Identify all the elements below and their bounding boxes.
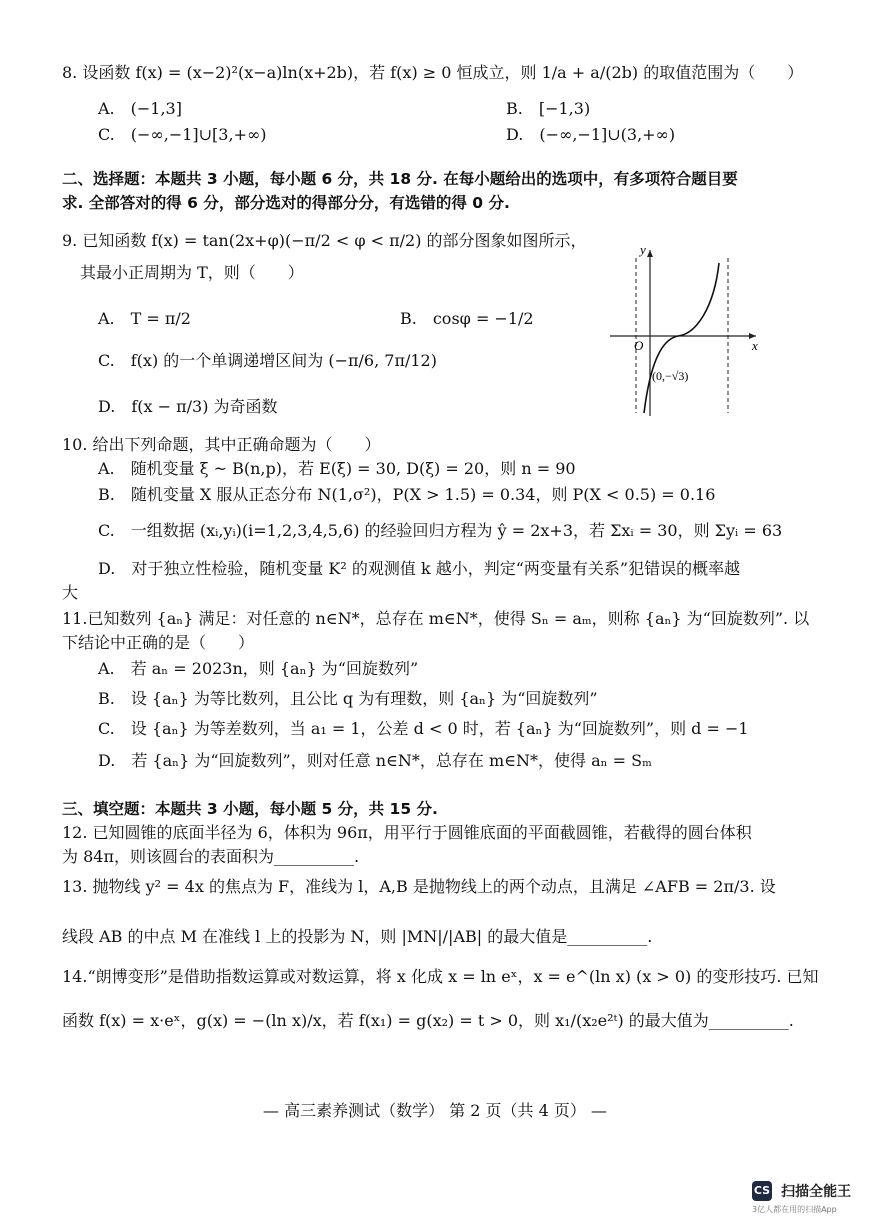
x-axis-label: x (752, 338, 758, 353)
q8-option-b: B. [−1,3) (506, 99, 591, 118)
q8-options-row2 (98, 124, 818, 146)
q14-line1: 14.“朗博变形”是借助指数运算或对数运算，将 x 化成 x = ln eˣ，x = e^(ln x) (x > 0) 的变形技巧. 已知 (62, 967, 819, 986)
scanner-tagline: 3亿人都在用的扫描App (752, 1204, 837, 1214)
q10-option-a: A. 随机变量 ξ ~ B(n,p)，若 E(ξ) = 30, D(ξ) = 20，则 n = 90 (98, 459, 576, 478)
q9-option-a: A. T = π/2 (98, 309, 191, 328)
q9-tan-graph (606, 238, 766, 418)
q10-option-b: B. 随机变量 X 服从正态分布 N(1,σ²)，P(X > 1.5) = 0.34，则 P(X < 0.5) = 0.16 (98, 485, 716, 504)
q9-option-c: C. f(x) 的一个单调递增区间为 (−π/6, 7π/12) (98, 351, 437, 370)
q11-option-a: A. 若 aₙ = 2023n，则 {aₙ} 为“回旋数列” (98, 659, 419, 678)
q9-option-d: D. f(x − π/3) 为奇函数 (98, 397, 278, 416)
q12-line1: 12. 已知圆锥的底面半径为 6，体积为 96π，用平行于圆锥底面的平面截圆锥，若截得的圆台体积 (62, 823, 752, 842)
q13-line1: 13. 抛物线 y² = 4x 的焦点为 F，准线为 l，A,B 是抛物线上的两个动点，且满足 ∠AFB = 2π/3. 设 (62, 877, 776, 896)
section2-heading-line1: 二、选择题：本题共 3 小题，每小题 6 分，共 18 分. 在每小题给出的选项中，有多项符合题目要 (62, 170, 738, 188)
q9-stem-line1: 9. 已知函数 f(x) = tan(2x+φ)(−π/2 < φ < π/2) 的部分图象如图所示， (62, 231, 587, 250)
q8-option-a: A. (−1,3] (98, 99, 182, 118)
q8-option-c: C. (−∞,−1]∪[3,+∞) (98, 125, 267, 144)
q10-option-c: C. 一组数据 (xᵢ,yᵢ)(i=1,2,3,4,5,6) 的经验回归方程为 ŷ = 2x+3，若 Σxᵢ = 30，则 Σyᵢ = 63 (98, 521, 783, 540)
q11-option-d: D. 若 {aₙ} 为“回旋数列”，则对任意 n∈N*，总存在 m∈N*，使得 aₙ = Sₘ (98, 751, 652, 770)
q9-option-b: B. cosφ = −1/2 (400, 309, 534, 328)
y-axis-label: y (640, 242, 646, 257)
page-footer: — 高三素养测试（数学） 第 2 页（共 4 页） — (263, 1101, 607, 1120)
q11-stem-line2: 下结论中正确的是（ ） (62, 633, 255, 652)
section3-heading: 三、填空题：本题共 3 小题，每小题 5 分，共 15 分. (62, 800, 438, 818)
q14-line2: 函数 f(x) = x·eˣ，g(x) = −(ln x)/x，若 f(x₁) = g(x₂) = t > 0，则 x₁/(x₂e²ᵗ) 的最大值为__________. (62, 1011, 794, 1030)
q8-options-row1 (98, 98, 818, 120)
q10-option-d-line2: 大 (62, 583, 79, 602)
q9-stem-line2: 其最小正周期为 T，则（ ） (80, 263, 304, 282)
scanner-app-name: 扫描全能王 (781, 1183, 852, 1200)
q10-stem: 10. 给出下列命题，其中正确命题为（ ） (62, 435, 381, 454)
point-label: (0,−√3) (652, 369, 689, 383)
tan-curve (644, 263, 719, 413)
origin-label: O (634, 338, 644, 353)
section2-heading-line2: 求. 全部答对的得 6 分，部分选对的得部分分，有选错的得 0 分. (62, 194, 510, 212)
camscanner-logo-icon: CS (752, 1181, 772, 1201)
q8-stem: 8. 设函数 f(x) = (x−2)²(x−a)ln(x+2b)，若 f(x) ≥ 0 恒成立，则 1/a + a/(2b) 的取值范围为（ ） (62, 63, 804, 82)
q12-line2: 为 84π，则该圆台的表面积为__________. (62, 847, 360, 866)
scanner-watermark (752, 1180, 851, 1215)
q10-option-d-line1: D. 对于独立性检验，随机变量 K² 的观测值 k 越小，判定“两变量有关系”犯错误的概率越 (98, 559, 741, 578)
q11-option-b: B. 设 {aₙ} 为等比数列，且公比 q 为有理数，则 {aₙ} 为“回旋数列” (98, 689, 598, 708)
q13-line2: 线段 AB 的中点 M 在准线 l 上的投影为 N，则 |MN|/|AB| 的最大值是__________. (62, 927, 653, 946)
y-axis-arrow (647, 250, 653, 257)
q11-stem-line1: 11.已知数列 {aₙ} 满足：对任意的 n∈N*，总存在 m∈N*，使得 Sₙ = aₘ，则称 {aₙ} 为“回旋数列”. 以 (62, 609, 810, 628)
q11-option-c: C. 设 {aₙ} 为等差数列，当 a₁ = 1，公差 d < 0 时，若 {aₙ} 为“回旋数列”，则 d = −1 (98, 719, 749, 738)
q8-option-d: D. (−∞,−1]∪(3,+∞) (506, 125, 676, 144)
